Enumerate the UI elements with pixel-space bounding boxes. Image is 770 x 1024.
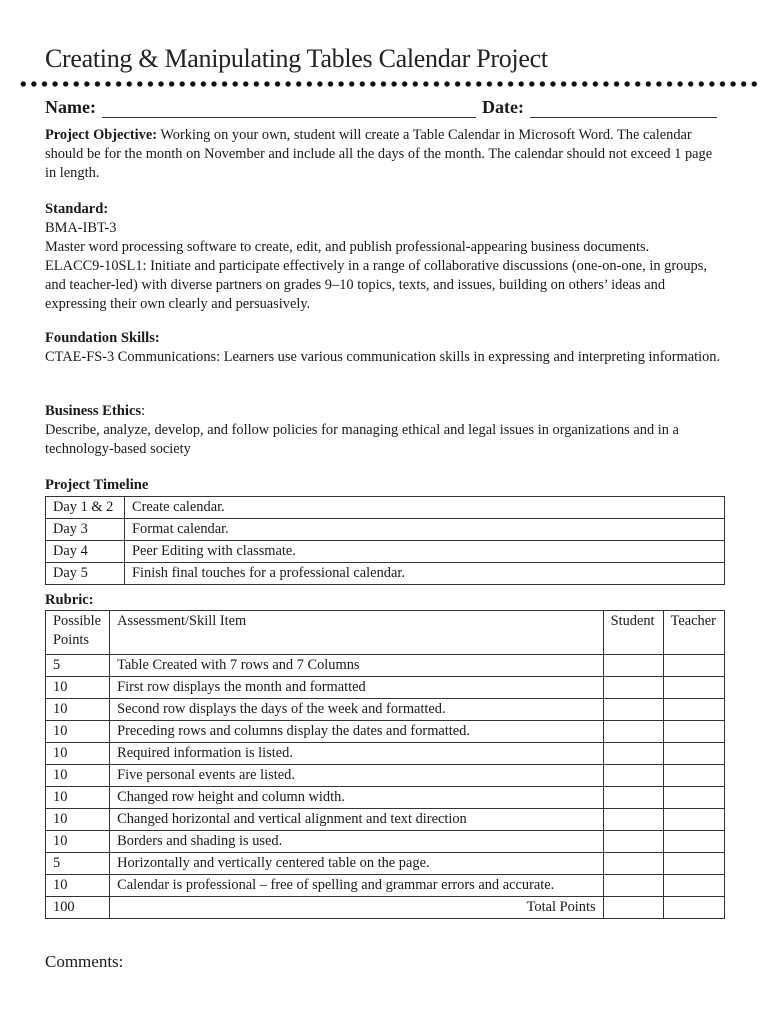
name-label: Name: xyxy=(45,97,96,117)
table-row xyxy=(46,721,725,743)
timeline-task: Format calendar. xyxy=(125,519,725,541)
teacher-score-cell[interactable] xyxy=(663,831,724,853)
standard-line: ELACC9-10SL1: Initiate and participate effectively in a range of collaborative discussions (one-on-one, in groups, and teacher-led) with diverse partners on grades 9–10 topics, texts, and issues, building on others’ ideas and expressing their own clearly and persuasively. xyxy=(45,258,707,312)
student-score-cell[interactable] xyxy=(603,831,663,853)
header-points: Possible Points xyxy=(46,611,110,655)
total-points: 100 xyxy=(46,897,110,919)
rubric-item: Preceding rows and columns display the dates and formatted. xyxy=(110,721,603,743)
table-row xyxy=(46,497,725,519)
timeline-day: Day 3 xyxy=(46,519,125,541)
foundation-skills-heading: Foundation Skills: xyxy=(45,330,160,346)
rubric-points: 10 xyxy=(46,699,110,721)
standard-line: Master word processing software to create, edit, and publish professional-appearing business documents. xyxy=(45,239,650,255)
teacher-score-cell[interactable] xyxy=(663,787,724,809)
rubric-item: Horizontally and vertically centered table on the page. xyxy=(110,853,603,875)
total-row xyxy=(46,897,725,919)
date-label: Date: xyxy=(481,97,524,117)
timeline-day: Day 4 xyxy=(46,541,125,563)
name-date-row xyxy=(45,94,717,118)
rubric-item: Changed row height and column width. xyxy=(110,787,603,809)
rubric-item: First row displays the month and formatted xyxy=(110,677,603,699)
standard-heading: Standard: xyxy=(45,201,109,217)
table-row xyxy=(46,519,725,541)
rubric-item: Five personal events are listed. xyxy=(110,765,603,787)
teacher-total-cell[interactable] xyxy=(663,897,724,919)
rubric-item: Calendar is professional – free of spelling and grammar errors and accurate. xyxy=(110,875,603,897)
timeline-task: Create calendar. xyxy=(125,497,725,519)
student-score-cell[interactable] xyxy=(603,699,663,721)
teacher-score-cell[interactable] xyxy=(663,809,724,831)
business-ethics-text: Describe, analyze, develop, and follow policies for managing ethical and legal issues in organizations and in a technology-based society xyxy=(45,422,679,457)
date-field[interactable] xyxy=(530,99,717,118)
rubric-points: 10 xyxy=(46,721,110,743)
rubric-points: 10 xyxy=(46,677,110,699)
table-row xyxy=(46,655,725,677)
rubric-points: 10 xyxy=(46,809,110,831)
rubric-points: 10 xyxy=(46,765,110,787)
student-score-cell[interactable] xyxy=(603,743,663,765)
teacher-score-cell[interactable] xyxy=(663,721,724,743)
timeline-task: Finish final touches for a professional calendar. xyxy=(125,563,725,585)
standard-section xyxy=(45,200,725,314)
teacher-score-cell[interactable] xyxy=(663,699,724,721)
student-score-cell[interactable] xyxy=(603,677,663,699)
teacher-score-cell[interactable] xyxy=(663,875,724,897)
business-ethics-section: Business Ethics: Describe, analyze, develop, and follow policies for managing ethical and legal issues in organizations and in a technology-based society xyxy=(45,402,725,459)
student-score-cell[interactable] xyxy=(603,875,663,897)
timeline-task: Peer Editing with classmate. xyxy=(125,541,725,563)
student-score-cell[interactable] xyxy=(603,787,663,809)
teacher-score-cell[interactable] xyxy=(663,853,724,875)
student-total-cell[interactable] xyxy=(603,897,663,919)
table-row xyxy=(46,853,725,875)
teacher-score-cell[interactable] xyxy=(663,677,724,699)
comments-label: Comments: xyxy=(45,952,124,971)
header-student: Student xyxy=(603,611,663,655)
business-ethics-heading: Business Ethics xyxy=(45,403,142,419)
table-row xyxy=(46,563,725,585)
table-row xyxy=(46,875,725,897)
standard-code: BMA-IBT-3 xyxy=(45,220,117,236)
rubric-points: 5 xyxy=(46,655,110,677)
teacher-score-cell[interactable] xyxy=(663,765,724,787)
table-row xyxy=(46,541,725,563)
rubric-item: Required information is listed. xyxy=(110,743,603,765)
table-row xyxy=(46,699,725,721)
table-row xyxy=(46,787,725,809)
timeline-heading: Project Timeline xyxy=(45,477,149,493)
objective-text: Working on your own, student will create a Table Calendar in Microsoft Word. The calendar should be for the month on November and include all the days of the month. The calendar should not exceed 1 page in length. xyxy=(45,127,713,181)
student-score-cell[interactable] xyxy=(603,721,663,743)
table-row xyxy=(46,743,725,765)
student-score-cell[interactable] xyxy=(603,809,663,831)
rubric-points: 10 xyxy=(46,787,110,809)
foundation-skills-section xyxy=(45,329,725,367)
table-row xyxy=(46,677,725,699)
rubric-item: Changed horizontal and vertical alignment and text direction xyxy=(110,809,603,831)
dotted-divider xyxy=(18,78,758,90)
page-title: Creating & Manipulating Tables Calendar Project xyxy=(45,44,548,73)
rubric-item: Second row displays the days of the week and formatted. xyxy=(110,699,603,721)
rubric-item: Table Created with 7 rows and 7 Columns xyxy=(110,655,603,677)
rubric-heading: Rubric: xyxy=(45,592,94,608)
rubric-item: Borders and shading is used. xyxy=(110,831,603,853)
student-score-cell[interactable] xyxy=(603,655,663,677)
rubric-points: 10 xyxy=(46,743,110,765)
project-objective xyxy=(45,126,725,183)
teacher-score-cell[interactable] xyxy=(663,655,724,677)
header-teacher: Teacher xyxy=(663,611,724,655)
rubric-points: 10 xyxy=(46,831,110,853)
timeline-heading-wrap xyxy=(45,476,725,495)
objective-label: Project Objective: xyxy=(45,127,157,143)
timeline-table xyxy=(45,496,725,585)
student-score-cell[interactable] xyxy=(603,765,663,787)
rubric-heading-wrap xyxy=(45,591,725,610)
table-row xyxy=(46,809,725,831)
rubric-points: 10 xyxy=(46,875,110,897)
rubric-table xyxy=(45,610,725,919)
table-row xyxy=(46,765,725,787)
rubric-points: 5 xyxy=(46,853,110,875)
total-label: Total Points xyxy=(110,897,603,919)
timeline-day: Day 5 xyxy=(46,563,125,585)
teacher-score-cell[interactable] xyxy=(663,743,724,765)
table-header-row xyxy=(46,611,725,655)
student-score-cell[interactable] xyxy=(603,853,663,875)
foundation-skills-text: CTAE-FS-3 Communications: Learners use various communication skills in expressing and interpreting information. xyxy=(45,349,721,365)
table-row xyxy=(46,831,725,853)
name-field[interactable] xyxy=(102,99,476,118)
timeline-day: Day 1 & 2 xyxy=(46,497,125,519)
header-item: Assessment/Skill Item xyxy=(110,611,603,655)
